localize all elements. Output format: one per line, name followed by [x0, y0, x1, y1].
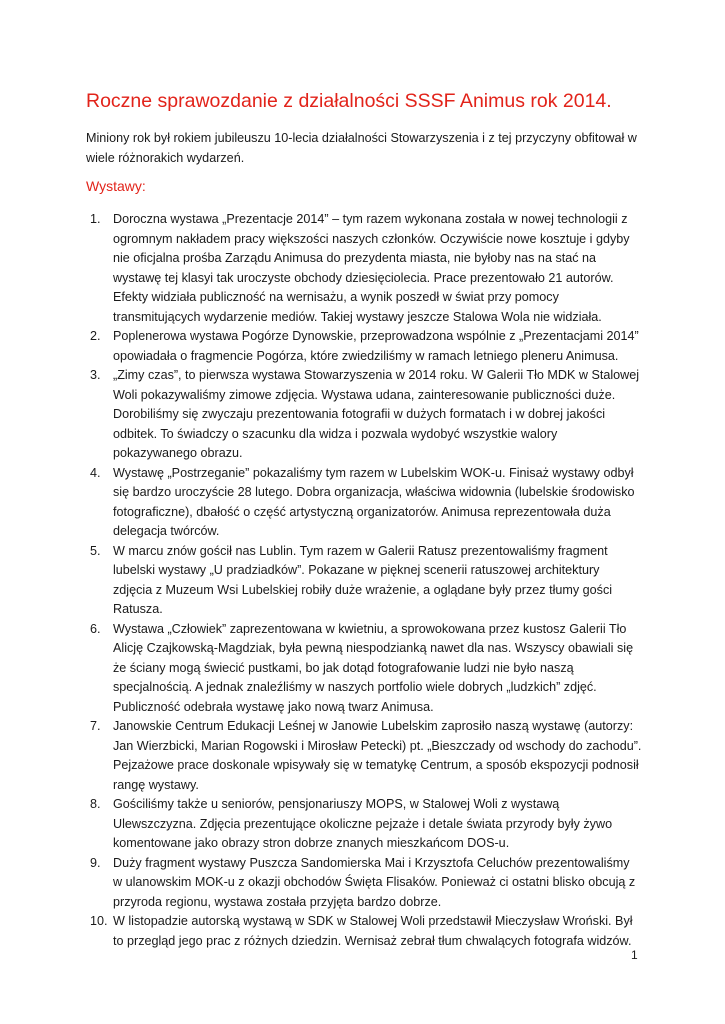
list-item: [86, 717, 642, 795]
list-item-text: Poplenerowa wystawa Pogórze Dynowskie, przeprowadzona wspólnie z „Prezentacjami 2014” opowiadała o fragmencie Pogórza, które zwiedziliśmy w ramach letniego pleneru Animusa.: [113, 329, 639, 363]
section-heading-exhibitions: Wystawy:: [86, 178, 146, 194]
list-item-text: Efekty widziała publiczność na wernisażu, a wynik poszedł w świat przy pomocy transmitujących wydarzenie mediów. Takiej wystawy jeszcze Stalowa Wola nie widziała.: [113, 290, 602, 324]
list-item-number: 5.: [90, 543, 101, 558]
list-item: [86, 210, 642, 327]
list-item: [86, 464, 642, 542]
list-item: [86, 366, 642, 464]
list-item-number: 2.: [90, 329, 101, 343]
page-number: 1: [631, 948, 638, 962]
list-item-number: 6.: [90, 621, 101, 636]
list-item-number: 3.: [90, 368, 101, 382]
list-item-text: W marcu znów gościł nas Lublin. Tym razem w Galerii Ratusz prezentowaliśmy fragment lubelski wystawy „U pradziadków”. Pokazane w pięknej scenerii ratuszowej architektury zdjęcia z Muzeum Wsi Lubelskiej robiły duże wrażenie, a oglądane były przez tłumy gości Ratusza.: [113, 543, 613, 616]
list-item: [86, 542, 642, 620]
list-item-number: 10.: [90, 914, 108, 928]
list-item-text: W listopadzie autorską wystawą w SDK w Stalowej Woli przedstawił Mieczysław Wroński. Był to przegląd jego prac z różnych dziedzin. Wernisaż zebrał tłum chwalących fotografa widzów.: [113, 914, 633, 948]
list-item: [86, 620, 642, 718]
list-item-number: 4.: [90, 465, 101, 480]
list-item-text: „Zimy czas”, to pierwsza wystawa Stowarzyszenia w 2014 roku. W Galerii Tło MDK w Stalowej Woli pokazywaliśmy zimowe zdjęcia. Wystawa udana, zainteresowanie publiczności duże. Dorobiliśmy się zwyczaju prezentowania fotografii w dużych formatach i w dobrej jakości odbitek. To świadczy o szacunku dla widza i pozwala wydobyć wszystkie walory pokazywanego obrazu.: [113, 368, 640, 460]
list-item-text: Gościliśmy także u seniorów, pensjonariuszy MOPS, w Stalowej Woli z wystawą Ulewszczyzna. Zdjęcia prezentujące okoliczne pejzaże i detale świata przyrody były żywo komentowane jako obrazy stron dobrze znanych mieszkańcom DOS-u.: [113, 797, 613, 850]
list-item-text: Wystawa „Człowiek” zaprezentowana w kwietniu, a sprowokowana przez kustosz Galerii Tło Alicję Czajkowską-Magdziak, była pewną niespodzianką nawet dla nas. Wszyscy obawiali się że ściany mogą świecić pustkami, bo jak dotąd fotografowanie ludzi nie było naszą specjalnością. A jednak znaleźliśmy w naszych portfolio wiele dobrych „ludzkich” zdjęć. Publiczność odebrała wystawę jako nową twarz Animusa.: [113, 621, 634, 714]
list-item-text: Doroczna wystawa „Prezentacje 2014” – tym razem wykonana została w nowej technologii z ogromnym nakładem pracy większości naszych członków. Oczywiście nowe kosztuje i gdyby nie oficjalna prośba Zarządu Animusa do prezydenta miasta, nie byłoby nas na stać na wystawę tej klasyi tak uroczyste obchody dziesięciolecia. Prace prezentowało 21 autorów.: [113, 212, 630, 285]
list-item-number: 9.: [90, 855, 101, 870]
list-item-text: Duży fragment wystawy Puszcza Sandomierska Mai i Krzysztofa Celuchów prezentowaliśmy w ulanowskim MOK-u z okazji obchodów Święta Flisaków. Ponieważ ci ostatni blisko obcują z przyroda regionu, wystawa została przyjęta bardzo dobrze.: [113, 855, 636, 909]
list-item: [86, 795, 642, 854]
list-item: [86, 854, 642, 913]
list-item-number: 7.: [90, 719, 101, 733]
document-title: Roczne sprawozdanie z działalności SSSF Animus rok 2014.: [86, 90, 612, 112]
exhibitions-list: [86, 210, 642, 951]
list-item: [86, 912, 642, 951]
list-item-number: 8.: [90, 797, 101, 811]
list-item-text: Wystawę „Postrzeganie” pokazaliśmy tym razem w Lubelskim WOK-u. Finisaż wystawy odbył się bardzo uroczyście 28 lutego. Dobra organizacja, właściwa widownia (lubelskie środowisko fotograficzne), dbałość o część artystyczną organizatorów. Animusa reprezentowała duża delegacja twórców.: [113, 465, 635, 538]
list-item: [86, 327, 642, 366]
list-item-number: 1.: [90, 212, 101, 226]
intro-paragraph: Miniony rok był rokiem jubileuszu 10-lecia działalności Stowarzyszenia i z tej przyczyny obfitował w wiele różnorakich wydarzeń.: [86, 131, 637, 165]
list-item-text: Janowskie Centrum Edukacji Leśnej w Janowie Lubelskim zaprosiło naszą wystawę (autorzy: Jan Wierzbicki, Marian Rogowski i Mirosław Petecki) pt. „Bieszczady od wschody do zachodu”. Pejzażowe prace doskonale wpisywały się w tematykę Centrum, a sposób ekspozycji podnosił rangę wystawy.: [113, 719, 642, 792]
